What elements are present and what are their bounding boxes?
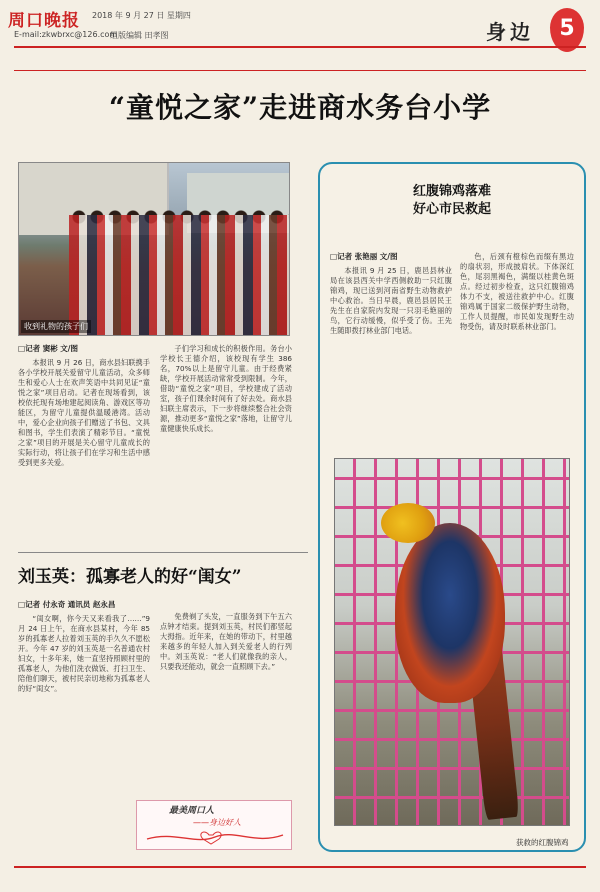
layout-editor: 组版编辑 田孝图 <box>110 31 169 40</box>
second-headline: 刘玉英：孤寡老人的好“闺女” <box>18 567 242 587</box>
page-number-badge: 5 <box>550 8 584 52</box>
heart-ribbon-icon <box>145 829 285 845</box>
children-photo <box>18 162 290 336</box>
main-article-col2 <box>160 344 292 544</box>
pheasant-photo-caption: 获救的红腹锦鸡 <box>516 838 569 847</box>
second-article-col1 <box>18 600 150 850</box>
side-article-col2 <box>460 252 574 448</box>
footer-rule <box>14 866 586 868</box>
side-byline: □记者 张艳丽 文/图 <box>330 252 398 261</box>
main-body-1: 本报讯 9 月 26 日，商水县妇联携手各小学校开展关爱留守儿童活动，众多师生和爱心人士在欢声笑语中共同见证“童悦之家”项目启动。记者在现场看到，该校依托现有场地建起阅读角、游戏区等功能区，为留守儿童提供温暖港湾。活动中，爱心企业向孩子们赠送了书包、文具和图书，学生们表演了精彩节目。“童悦之家”项目的开展是关心留守儿童成长的实际行动，将让孩子们在学习和生活中感受到更多关爱。 <box>18 358 150 467</box>
second-article-col2 <box>160 612 292 792</box>
second-body-1: “闺女啊，你今天又来看我了……”9 月 24 日上午，在商水县某村，今年 85 岁的孤寡老人拉着刘玉英的手久久不愿松开。今年 47 岁的刘玉英是一名普通农村妇女，十多年来，她一直坚持照顾村里的孤寡老人，为他们洗衣做饭、打扫卫生、陪他们聊天，被村民亲切地称为孤寡老人的好“闺女”。 <box>18 614 150 693</box>
email-address: E-mail:zkwbrxc@126.com <box>14 30 118 39</box>
header-rule <box>14 46 586 48</box>
section-title: 身边 <box>486 20 534 44</box>
children-group <box>69 215 290 336</box>
pheasant-body <box>395 523 505 703</box>
side-article-col1 <box>330 252 452 448</box>
good-people-banner <box>136 800 292 850</box>
divider <box>18 552 308 553</box>
header-rule-thin <box>14 70 586 71</box>
main-body-2: 子们学习和成长的积极作用。务台小学校长王德介绍，该校现有学生 386 名，70%以上是留守儿童。由于经费紧缺，学校开展活动常常受到限制。今年，借助“童悦之家”项目，学校建成了活动室，孩子们课余时间有了好去处。商水县妇联主席表示，下一步将继续整合社会资源，推动更多“童悦之家”落地，让留守儿童健康快乐成长。 <box>160 344 292 433</box>
photo-caption: 收到礼物的孩子们 <box>21 320 91 333</box>
main-article-col1 <box>18 344 150 544</box>
second-body-2: 免费剃了头发，一直服务到下午五六点钟才结束。提到刘玉英，村民们都竖起大拇指。近年来，在她的带动下，村里越来越多的年轻人加入到关爱老人的行列中。刘玉英说：“老人们就像我的亲人，只要我还能动，就会一直照顾下去。” <box>160 612 292 671</box>
side-body-1: 本报讯 9 月 25 日，鹿邑县林业局在该县西关中学西侧救助一只红腹锦鸡，现已送到河南省野生动物救护中心救治。当日早晨，鹿邑县居民王先生在自家院内发现一只羽毛艳丽的鸟，它行动缓慢，似乎受了伤。王先生随即拨打林业部门电话。 <box>330 266 452 335</box>
banner-title: 最美周口人 <box>169 806 215 816</box>
side-headline-2: 好心市民救起 <box>412 202 491 217</box>
side-headline-1: 红腹锦鸡落难 <box>412 184 491 199</box>
pheasant-head <box>381 503 435 543</box>
newspaper-logo: 周口晚报 <box>8 11 80 31</box>
issue-date: 2018 年 9 月 27 日 星期四 <box>92 11 191 20</box>
main-byline: □记者 窦彬 文/图 <box>18 344 79 353</box>
main-headline: “童悦之家”走进商水务台小学 <box>108 91 492 124</box>
second-byline: □记者 付永奇 通讯员 赵永昌 <box>18 600 116 609</box>
side-body-2: 色，后颈有橙棕色而缀有黑边的扇状羽，形成披肩状。下体深红色，尾羽黑褐色，满缀以桂黄色斑点。经过初步检查，这只红腹锦鸡体力不支，被送往救护中心。红腹锦鸡属于国家二级保护野生动物，工作人员提醒，市民如发现野生动物受伤，请及时联系林业部门。 <box>460 252 574 331</box>
pheasant-photo <box>334 458 570 826</box>
banner-subtitle: ——身边好人 <box>193 818 241 827</box>
